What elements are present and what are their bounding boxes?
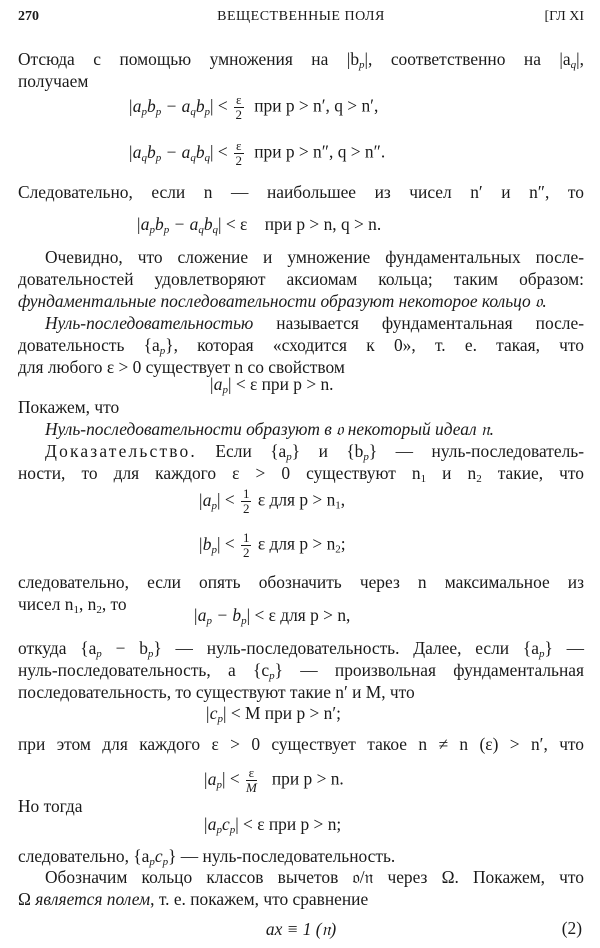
equation-3: $|a_pb_p - a_qb_q| < \varepsilon$ при p > n, q > n.: [136, 214, 382, 236]
text-line: фундаментальные последовательности образуют некоторое кольцо 𝔬.: [18, 291, 547, 311]
equation-7: $|a_p - b_p| < \varepsilon$ для p > n,: [193, 605, 351, 627]
text-line: следовательно, если опять обозначить через n максимальное из: [18, 572, 584, 592]
running-title: ВЕЩЕСТВЕННЫЕ ПОЛЯ: [217, 9, 385, 24]
text-line: Нуль-последовательностью называется фундаментальная после-: [45, 313, 584, 333]
equation-8: $|c_p| < M$ при p > n′;: [205, 703, 341, 725]
text-line: Следовательно, если n — наибольшее из чисел n′ и n″, то: [18, 182, 584, 202]
text-line: Доказательство. Если $\{a_p\}$ и $\{b_p\}$ — нуль-последователь-: [45, 441, 584, 463]
text-line: последовательность, то существуют такие n′ и M, что: [18, 682, 415, 702]
equation-4: $|a_p| < \varepsilon$ при p > n.: [209, 374, 334, 396]
equation-1: $|a_pb_p - a_qb_p|$ < $\frac{\varepsilon}{2}$ при p > n′, q > n′,: [128, 92, 379, 122]
equation-9: $|a_p|$ < $\frac{\varepsilon}{M}$ при p > n.: [203, 765, 344, 795]
text-line: Ω является полем, т. е. покажем, что сравнение: [18, 889, 369, 909]
equation-2: $|a_qb_p - a_qb_q|$ < $\frac{\varepsilon}{2}$ при p > n″, q > n″.: [128, 138, 386, 168]
text-line: довательность $\{a_p\}$, которая «сходится к 0», т. е. такая, что: [18, 335, 584, 357]
text-line: ности, то для каждого ε > 0 существуют $n_1$ и $n_2$ такие, что: [18, 463, 584, 485]
text-line: Отсюда с помощью умножения на $|b_p|$, соответственно на $|a_q|$,: [18, 49, 584, 71]
equation-5: $|a_p|$ < $\frac{1}{2}$ ε для $p > n_1$,: [198, 486, 346, 516]
equation-11: ax ≡ 1 (𝔫): [265, 919, 337, 939]
text-line: откуда $\{a_p - b_p\}$ — нуль-последовательность. Далее, если $\{a_p\}$ —: [18, 638, 585, 660]
text-line: Очевидно, что сложение и умножение фундаментальных после-: [45, 247, 584, 267]
text-line: довательностей удовлетворяют аксиомам кольца; таким образом:: [18, 269, 584, 289]
text-line: получаем: [18, 71, 89, 91]
theorem-statement: Нуль-последовательности образуют в 𝔬 некоторый идеал 𝔫.: [45, 419, 494, 439]
equation-number: (2): [561, 918, 582, 938]
equation-6: $|b_p|$ < $\frac{1}{2}$ ε для $p > n_2$;: [198, 530, 346, 560]
text-line: Но тогда: [18, 796, 83, 816]
text-line: Покажем, что: [18, 397, 120, 417]
page-number: 270: [18, 9, 39, 24]
text-line: для любого ε > 0 существует n со свойством: [18, 357, 345, 377]
text-line: чисел $n_1$, $n_2$, то: [18, 594, 127, 616]
text-line: нуль-последовательность, а $\{c_p\}$ — произвольная фундаментальная: [18, 660, 584, 682]
chapter-marker: [ГЛ XI: [544, 9, 584, 24]
equation-10: $|a_pc_p| < \varepsilon$ при p > n;: [203, 814, 342, 836]
text-line: Обозначим кольцо классов вычетов 𝔬/𝔫 через Ω. Покажем, что: [45, 867, 584, 887]
text-line: при этом для каждого ε > 0 существует такое n ≠ n (ε) > n′, что: [18, 734, 584, 754]
text-line: следовательно, $\{a_pc_p\}$ — нуль-последовательность.: [18, 846, 396, 868]
